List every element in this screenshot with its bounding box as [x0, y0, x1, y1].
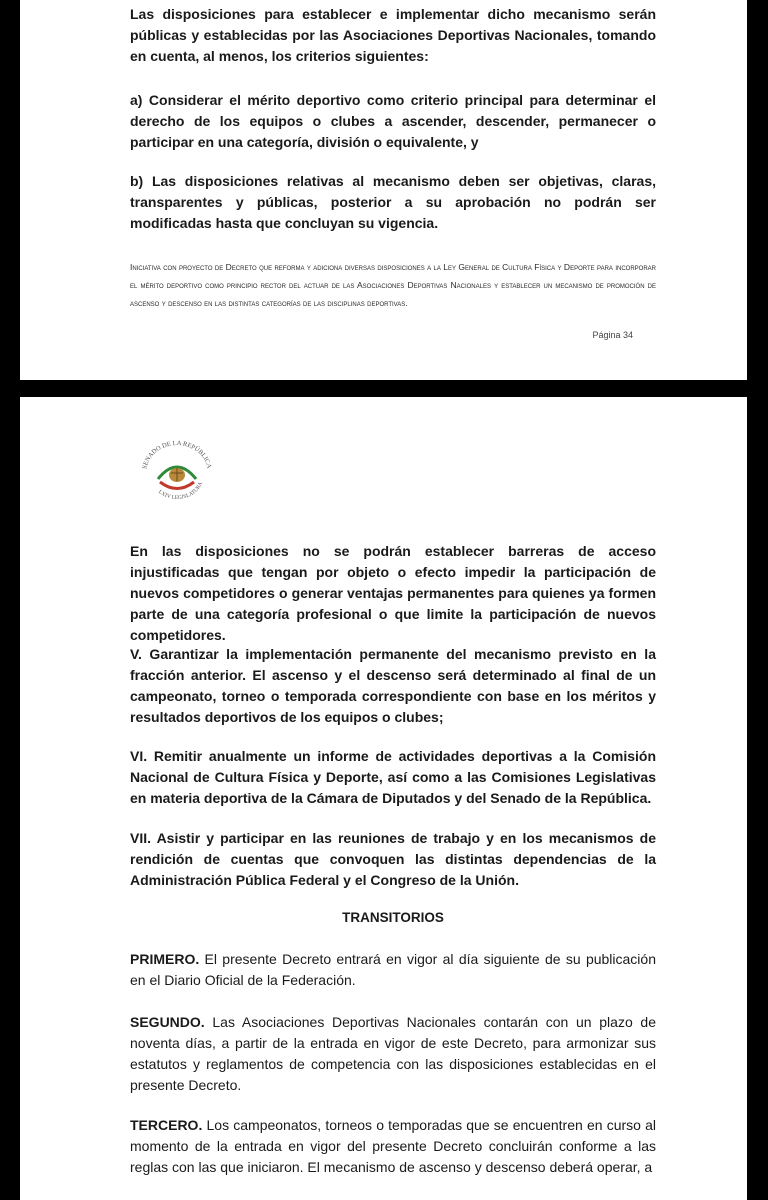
paragraph-b: b) Las disposiciones relativas al mecanismo deben ser objetivas, claras, transparentes y públicas, posterior a su aprobación no podrán ser modificadas hasta que concluyan su vigencia. — [130, 173, 656, 231]
paragraph-fraccion-vi: VI. Remitir anualmente un informe de actividades deportivas a la Comisión Nacional de Cultura Física y Deporte, así como a las Comisiones Legislativas en materia deportiva de la Cámara de Diputados y del Senado de la República. — [130, 748, 656, 806]
page-number: Página 34 — [592, 330, 633, 340]
page-footer-note: Iniciativa con proyecto de Decreto que reforma y adiciona diversas disposiciones a la Ley General de Cultura Física y Deporte para incorporar el mérito deportivo como principio rector del actuar de las Asociaciones Deportivas Nacionales y establecer un mecanismo de promoción de ascenso y descenso en las distintas categorías de las disciplinas deportivas. — [130, 262, 656, 308]
paragraph-barreras: En las disposiciones no se podrán establecer barreras de acceso injustificadas que tengan por objeto o efecto impedir la participación de nuevos competidores o generar ventajas permanentes para quienes ya formen parte de una categoría profesional o que limite la participación de nuevos competidores. — [130, 543, 656, 643]
tercero-label: TERCERO. — [130, 1117, 203, 1133]
document-page-35 — [20, 397, 747, 1200]
paragraph-intro: Las disposiciones para establecer e implementar dicho mecanismo serán públicas y establecidas por las Asociaciones Deportivas Nacionales, tomando en cuenta, al menos, los criterios siguientes: — [130, 6, 656, 64]
tercero-text: Los campeonatos, torneos o temporadas que se encuentren en curso al momento de la entrada en vigor del presente Decreto concluirán conforme a las reglas con las que iniciaron. El mecanismo de ascenso y descenso deberá operar, a — [130, 1117, 656, 1175]
paragraph-a: a) Considerar el mérito deportivo como criterio principal para determinar el derecho de los equipos o clubes a ascender, descender, permanecer o participar en una categoría, división o equivalente, y — [130, 92, 656, 150]
svg-text:SENADO DE LA REPÚBLICA: SENADO DE LA REPÚBLICA — [141, 439, 213, 470]
svg-text:LXIV LEGISLATURA: LXIV LEGISLATURA — [157, 481, 205, 501]
paragraph-primero — [130, 949, 656, 991]
primero-text: El presente Decreto entrará en vigor al día siguiente de su publicación en el Diario Oficial de la Federación. — [130, 951, 656, 988]
paragraph-tercero — [130, 1115, 656, 1178]
primero-label: PRIMERO. — [130, 951, 200, 967]
segundo-text: Las Asociaciones Deportivas Nacionales contarán con un plazo de noventa días, a partir de la entrada en vigor de este Decreto, para armonizar sus estatutos y reglamentos de competencia con las disposiciones establecidas en el presente Decreto. — [130, 1014, 656, 1093]
paragraph-segundo — [130, 1012, 656, 1096]
transitorios-heading: TRANSITORIOS — [342, 910, 444, 925]
paragraph-fraccion-v: V. Garantizar la implementación permanente del mecanismo previsto en la fracción anterior. El ascenso y el descenso será determinado al final de un campeonato, torneo o temporada correspondiente con base en los méritos y resultados deportivos de los equipos o clubes; — [130, 646, 656, 725]
segundo-label: SEGUNDO. — [130, 1014, 205, 1030]
paragraph-fraccion-vii: VII. Asistir y participar en las reuniones de trabajo y en los mecanismos de rendición de cuentas que convoquen las distintas dependencias de la Administración Pública Federal y el Congreso de la Unión. — [130, 830, 656, 888]
senate-seal-logo — [138, 439, 216, 503]
document-page-34 — [20, 0, 747, 380]
